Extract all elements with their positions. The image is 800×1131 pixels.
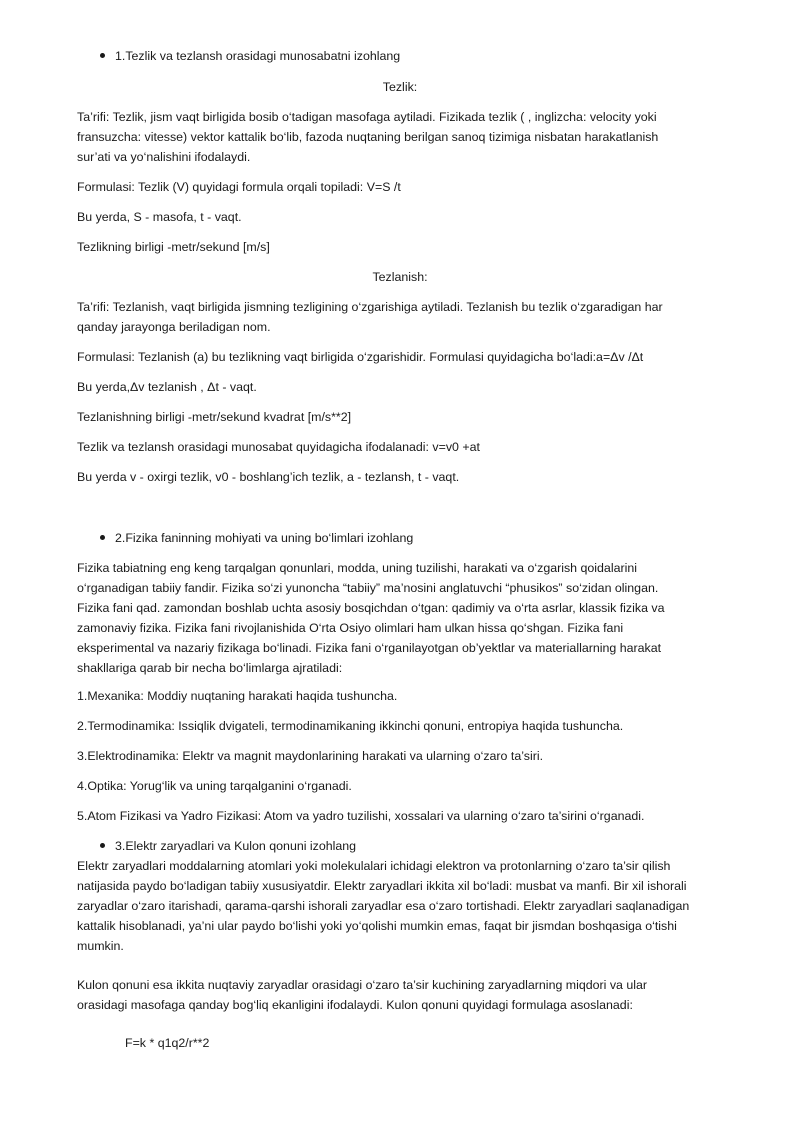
section-3-heading: 3.Elektr zaryadlari va Kulon qonuni izohlang [100, 836, 720, 856]
paragraph-line: qanday jarayonga beriladigan nom. [77, 320, 271, 334]
paragraph-line: orasidagi masofaga qanday bog‘liq ekanligini ifodalaydi. Kulon qonuni quyidagi formulaga asoslanadi: [77, 998, 633, 1012]
paragraph-line: Bu yerda v - oxirgi tezlik, v0 - boshlang’ich tezlik, a - tezlansh, t - vaqt. [77, 470, 460, 484]
paragraph-line: Fizika fani qad. zamondan boshlab uchta asosiy bosqichdan o‘tgan: qadimiy va o‘rta asrlar, klassik fizika va [77, 601, 665, 615]
paragraph-line: sur’ati va yo‘nalishini ifodalaydi. [77, 150, 251, 164]
paragraph-line: fransuzcha: vitesse) vektor kattalik bo‘lib, fazoda nuqtaning berilgan sanoq tizimiga nisbatan harakatlanish [77, 130, 659, 144]
bullet-icon [100, 53, 105, 58]
section-1-heading: 1.Tezlik va tezlansh orasidagi munosabatni izohlang [100, 46, 720, 66]
paragraph-line: zamonaviy fizika. Fizika fani rivojlanishida O‘rta Osiyo olimlari ham ulkan hissa qo‘shgan. Fizika fani [77, 621, 624, 635]
subtitle-tezlik: Tezlik: [382, 80, 418, 94]
paragraph-line: Tezlanishning birligi -metr/sekund kvadrat [m/s**2] [77, 410, 352, 424]
list-item: 4.Optika: Yorug‘lik va uning tarqalganini o‘rganadi. [77, 779, 352, 793]
subtitle-tezlanish: Tezlanish: [372, 270, 428, 284]
coulomb-formula: F=k * q1q2/r**2 [125, 1036, 210, 1050]
paragraph-line: Fizika tabiatning eng keng tarqalgan qonunlari, modda, uning tuzilishi, harakati va o‘zgarish qoidalarini [77, 561, 637, 575]
bullet-icon [100, 535, 105, 540]
list-item: 5.Atom Fizikasi va Yadro Fizikasi: Atom va yadro tuzilishi, xossalari va ularning o‘zaro ta’sirini o‘rganadi. [77, 809, 645, 823]
paragraph-line: Tezlikning birligi -metr/sekund [m/s] [77, 240, 270, 254]
paragraph-line: Formulasi: Tezlik (V) quyidagi formula orqali topiladi: V=S /t [77, 180, 401, 194]
list-item: 2.Termodinamika: Issiqlik dvigateli, termodinamikaning ikkinchi qonuni, entropiya haqida tushuncha. [77, 719, 624, 733]
paragraph-line: Bu yerda, S - masofa, t - vaqt. [77, 210, 242, 224]
list-item: 1.Mexanika: Moddiy nuqtaning harakati haqida tushuncha. [77, 689, 398, 703]
paragraph-line: Bu yerda,Δv tezlanish , Δt - vaqt. [77, 380, 257, 394]
paragraph-line: Tezlik va tezlansh orasidagi munosabat quyidagicha ifodalanadi: v=v0 +at [77, 440, 480, 454]
paragraph-line: o‘rganadigan tabiiy fandir. Fizika so‘zi yunoncha “tabiiy” ma’nosini anglatuvchi “phusikos” so‘zidan olingan. [77, 581, 659, 595]
paragraph-line: shakllariga qarab bir necha bo‘limlarga ajratiladi: [77, 661, 343, 675]
bullet-icon [100, 843, 105, 848]
paragraph-line: zaryadlar o‘zaro itarishadi, qarama-qarshi ishorali zaryadlar esa o‘zaro tortishadi. Elektr zaryadlari saqlanadigan [77, 899, 690, 913]
section-2-heading: 2.Fizika faninning mohiyati va uning bo‘limlari izohlang [100, 528, 720, 548]
paragraph-line: eksperimental va nazariy fizikaga bo‘linadi. Fizika fani o‘rganilayotgan ob’yektlar va materiallarning harakat [77, 641, 662, 655]
paragraph-line: mumkin. [77, 939, 124, 953]
paragraph-line: Ta’rifi: Tezlik, jism vaqt birligida bosib o‘tadigan masofaga aytiladi. Fizikada tezlik ( , inglizcha: velocity yoki [77, 110, 657, 124]
paragraph-line: Kulon qonuni esa ikkita nuqtaviy zaryadlar orasidagi o‘zaro ta’sir kuchining zaryadlarning miqdori va ular [77, 978, 648, 992]
paragraph-line: Elektr zaryadlari moddalarning atomlari yoki molekulalari ichidagi elektron va protonlarning o‘zaro ta’sir qilish [77, 859, 671, 873]
paragraph-line: kattalik hisoblanadi, ya’ni ular paydo bo‘lishi yoki yo‘qolishi mumkin emas, faqat bir jismdan boshqasiga o‘tishi [77, 919, 677, 933]
paragraph-line: Formulasi: Tezlanish (a) bu tezlikning vaqt birligida o‘zgarishidir. Formulasi quyidagicha bo‘ladi:a=Δv /Δt [77, 350, 644, 364]
paragraph-line: Ta’rifi: Tezlanish, vaqt birligida jismning tezligining o‘zgarishiga aytiladi. Tezlanish bu tezlik o‘zgaradigan har [77, 300, 663, 314]
paragraph-line: natijasida paydo bo‘ladigan tabiiy xususiyatdir. Elektr zaryadlari ikkita xil bo‘ladi: musbat va manfi. Bir xil ishorali [77, 879, 687, 893]
list-item: 3.Elektrodinamika: Elektr va magnit maydonlarining harakati va ularning o‘zaro ta’siri. [77, 749, 544, 763]
